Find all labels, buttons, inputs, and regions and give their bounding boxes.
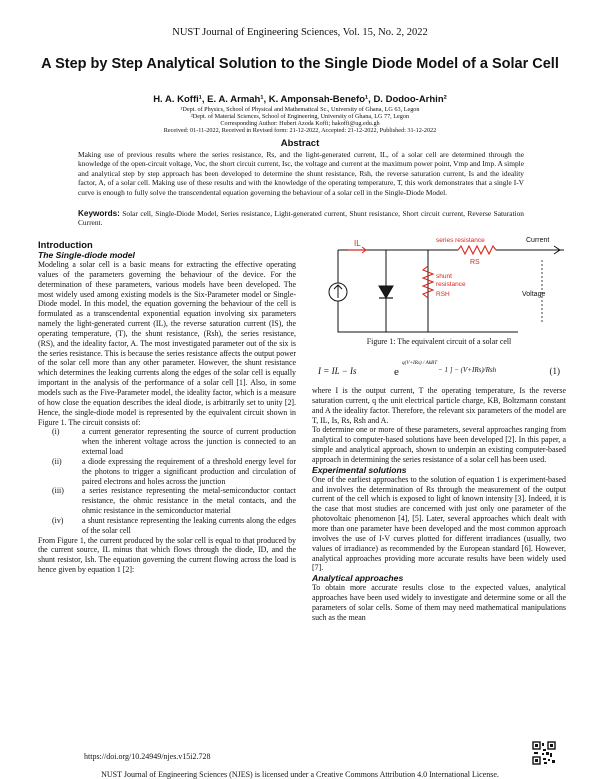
shunt-label-1: shunt — [436, 273, 452, 280]
variables-paragraph: where I is the output current, T the operating temperature, Is the reverse saturation current, q the unit electrical particle charge, KB, Boltzmann constant and A the ideality factor. Therefore, the relevant six parameters of the model are T, IL, Is, Rs, Rsh and A. — [312, 386, 566, 425]
keywords — [78, 209, 524, 228]
corresponding-author: Corresponding Author: Hubert Azoda Koffi; hakoffi@ug.edu.gh — [220, 120, 380, 127]
experimental-paragraph: One of the earliest approaches to the solution of equation 1 is experiment-based and involves the determination of Rs through the measurement of the output current of the cell which is exposed to light of known intensity [3]. Indeed, it is the case that most studies are concerned with just only one parameter of the photovoltaic phenomenon [4], [5]. Later, several approaches which dealt with more than one parameter have been developed and the most common approach involves the use of I-V curves plotted for different irradiances (usually, two values of irradiance) as recommended by the European standard [6]. However, analytical approaches providing more accurate results have been widely used [7]. — [312, 474, 566, 573]
voltage-label: Voltage — [522, 291, 546, 298]
license-notice: NUST Journal of Engineering Sciences (NJES) is licensed under a Creative Commons Attribution 4.0 International License. — [101, 770, 499, 779]
analytical-subheading: Analytical approaches — [312, 573, 404, 584]
approaches-paragraph: To determine one or more of these parameters, several approaches ranging from analytical to computer-based solutions have been developed [2]. In this paper, a simple and analytical approach, shown to underpin an existing computer-based approach in determining the series resistance of a solar cell has been used. — [312, 425, 566, 464]
abstract-text: Making use of previous results where the series resistance, Rs, and the light-generated current, IL, of a solar cell are determined through the knowledge of the open-circuit voltage, Voc, the short circuit current, Isc, the voltage and current at the maximum power point, Vmp and Imp. A simple and analytical step by step approach has been developed to determine the shunt resistance, Rsh, the reverse saturation current, Is and the ideality factor, A, of a solar cell. Making use of these results and with the knowledge of the operating temperature, T, this work demonstrates that a single I-V curve is enough to fully solve the transcendental equation governing the behaviour of a solar cell in the Single-Diode Model. — [78, 150, 524, 197]
equation-exponent: q(V+IRs) / AkBT — [402, 360, 438, 366]
intro-heading: Introduction — [38, 239, 93, 250]
equation-number: (1) — [549, 366, 560, 376]
equivalent-circuit-figure — [318, 236, 564, 338]
left-column — [38, 239, 296, 575]
intro-paragraph: Modeling a solar cell is a basic means for extracting the effective operating values of the parameters governing the behaviour of the device. For the determination of these parameters, various models have been developed. The most widely used among existing models is the Six-Parameter model or Single-Diode model. In this model, the equation governing the behaviour of the cell is formulated as a transcendental exponential equation involving six parameters namely the light-generated current (IL), the reverse saturation current (IS), the operating temperature, (T), the shunt resistance, (Rsh), the series resistance, (RS), and the ideality factor, A. The most investigated parameter out of the six is the series resistance. This is because the series resistance affects the output power of the solar cell more than any other parameter. However, the shunt resistance which determines the leaking currents along the edges of the solar cell is equally important in the analysis of the performance of a solar cell [1]. Also, in some models such as the Five-Parameter model, the ideality factor, which is a measure of how close the equation describes the ideal diode, is arbitrarily set to unity [2]. Hence, the single-diode model is represented by the equivalent circuit shown in Figure 1. The circuit consists of: — [38, 260, 296, 427]
list-item: (ii) a diode expressing the requirement of a threshold energy level for the photons to trigger a significant production and circulation of paired electrons and holes across the junction — [52, 456, 296, 486]
affiliation-1: ¹Dept. of Physics, School of Physical and Mathematical Sc., University of Ghana, LG 63, Legon — [180, 106, 420, 113]
rsh-label: RSH — [436, 291, 450, 298]
circuit-list — [38, 427, 296, 535]
qr-code-icon — [532, 741, 556, 765]
doi-link[interactable]: https://doi.org/10.24949/njes.v15i2.728 — [84, 752, 211, 761]
keywords-label: Keywords: — [78, 209, 120, 218]
figure-reference-paragraph: From Figure 1, the current produced by the solar cell is equal to that produced by the current source, IL minus that which flows through the diode, ID, and the shunt resistor, Ish. The equation governing the current flowing across the load is hence given by equation 1 [2]: — [38, 535, 296, 575]
series-resistance-label: series resistance — [436, 237, 485, 244]
equation-lhs: I = IL − Is — [318, 366, 357, 376]
shunt-label-2: resistance — [436, 281, 466, 288]
il-label: IL — [354, 239, 361, 248]
analytical-paragraph: To obtain more accurate results close to the expected values, analytical approaches have been used widely to investigate and determine some or all the parameters of solar cells. Some of them may need mathematical manipulations such as the mean — [312, 583, 566, 622]
equation-rhs: − 1 ] − (V+IRs)/Rsh — [438, 366, 497, 374]
rs-label: RS — [470, 259, 480, 266]
abstract-heading: Abstract — [280, 138, 320, 149]
figure-caption: Figure 1: The equivalent circuit of a solar cell — [366, 337, 512, 346]
list-item: (iv) a shunt resistance representing the leaking currents along the edges of the solar cell — [52, 515, 296, 535]
right-column — [312, 386, 566, 623]
authors: H. A. Koffi¹, E. A. Armah¹, K. Amponsah-Benefo¹, D. Dodoo-Arhin² — [153, 94, 447, 105]
list-item: (iii) a series resistance representing the metal-semiconductor contact resistance, the ohmic resistance in the metal contacts, and the ohmic resistance in the semiconductor material — [52, 486, 296, 516]
affiliation-2: ²Dept. of Material Sciences, School of Engineering, University of Ghana, LG 77, Legon — [190, 113, 410, 120]
keywords-text: Solar cell, Single-Diode Model, Series resistance, Light-generated current, Shunt resistance, Short circuit current, Reverse Saturation Current. — [78, 209, 524, 228]
equation-1: I = IL − Is e q(V+IRs) / AkBT − 1 ] − (V+IRs)/Rsh (1) — [318, 360, 560, 378]
single-diode-subheading: The Single-diode model — [38, 250, 135, 260]
list-item: (i) a current generator representing the source of current production when the inherent voltage across the junction is connected to an external load — [52, 427, 296, 457]
current-label: Current — [526, 237, 550, 244]
journal-header: NUST Journal of Engineering Sciences, Vol. 15, No. 2, 2022 — [172, 27, 428, 38]
experimental-subheading: Experimental solutions — [312, 464, 407, 475]
paper-title: A Step by Step Analytical Solution to the Single Diode Model of a Solar Cell — [41, 56, 559, 72]
dates: Received: 01-11-2022, Received in Revised form: 21-12-2022, Accepted: 21-12-2022, Published: 31-12-2022 — [163, 127, 437, 134]
